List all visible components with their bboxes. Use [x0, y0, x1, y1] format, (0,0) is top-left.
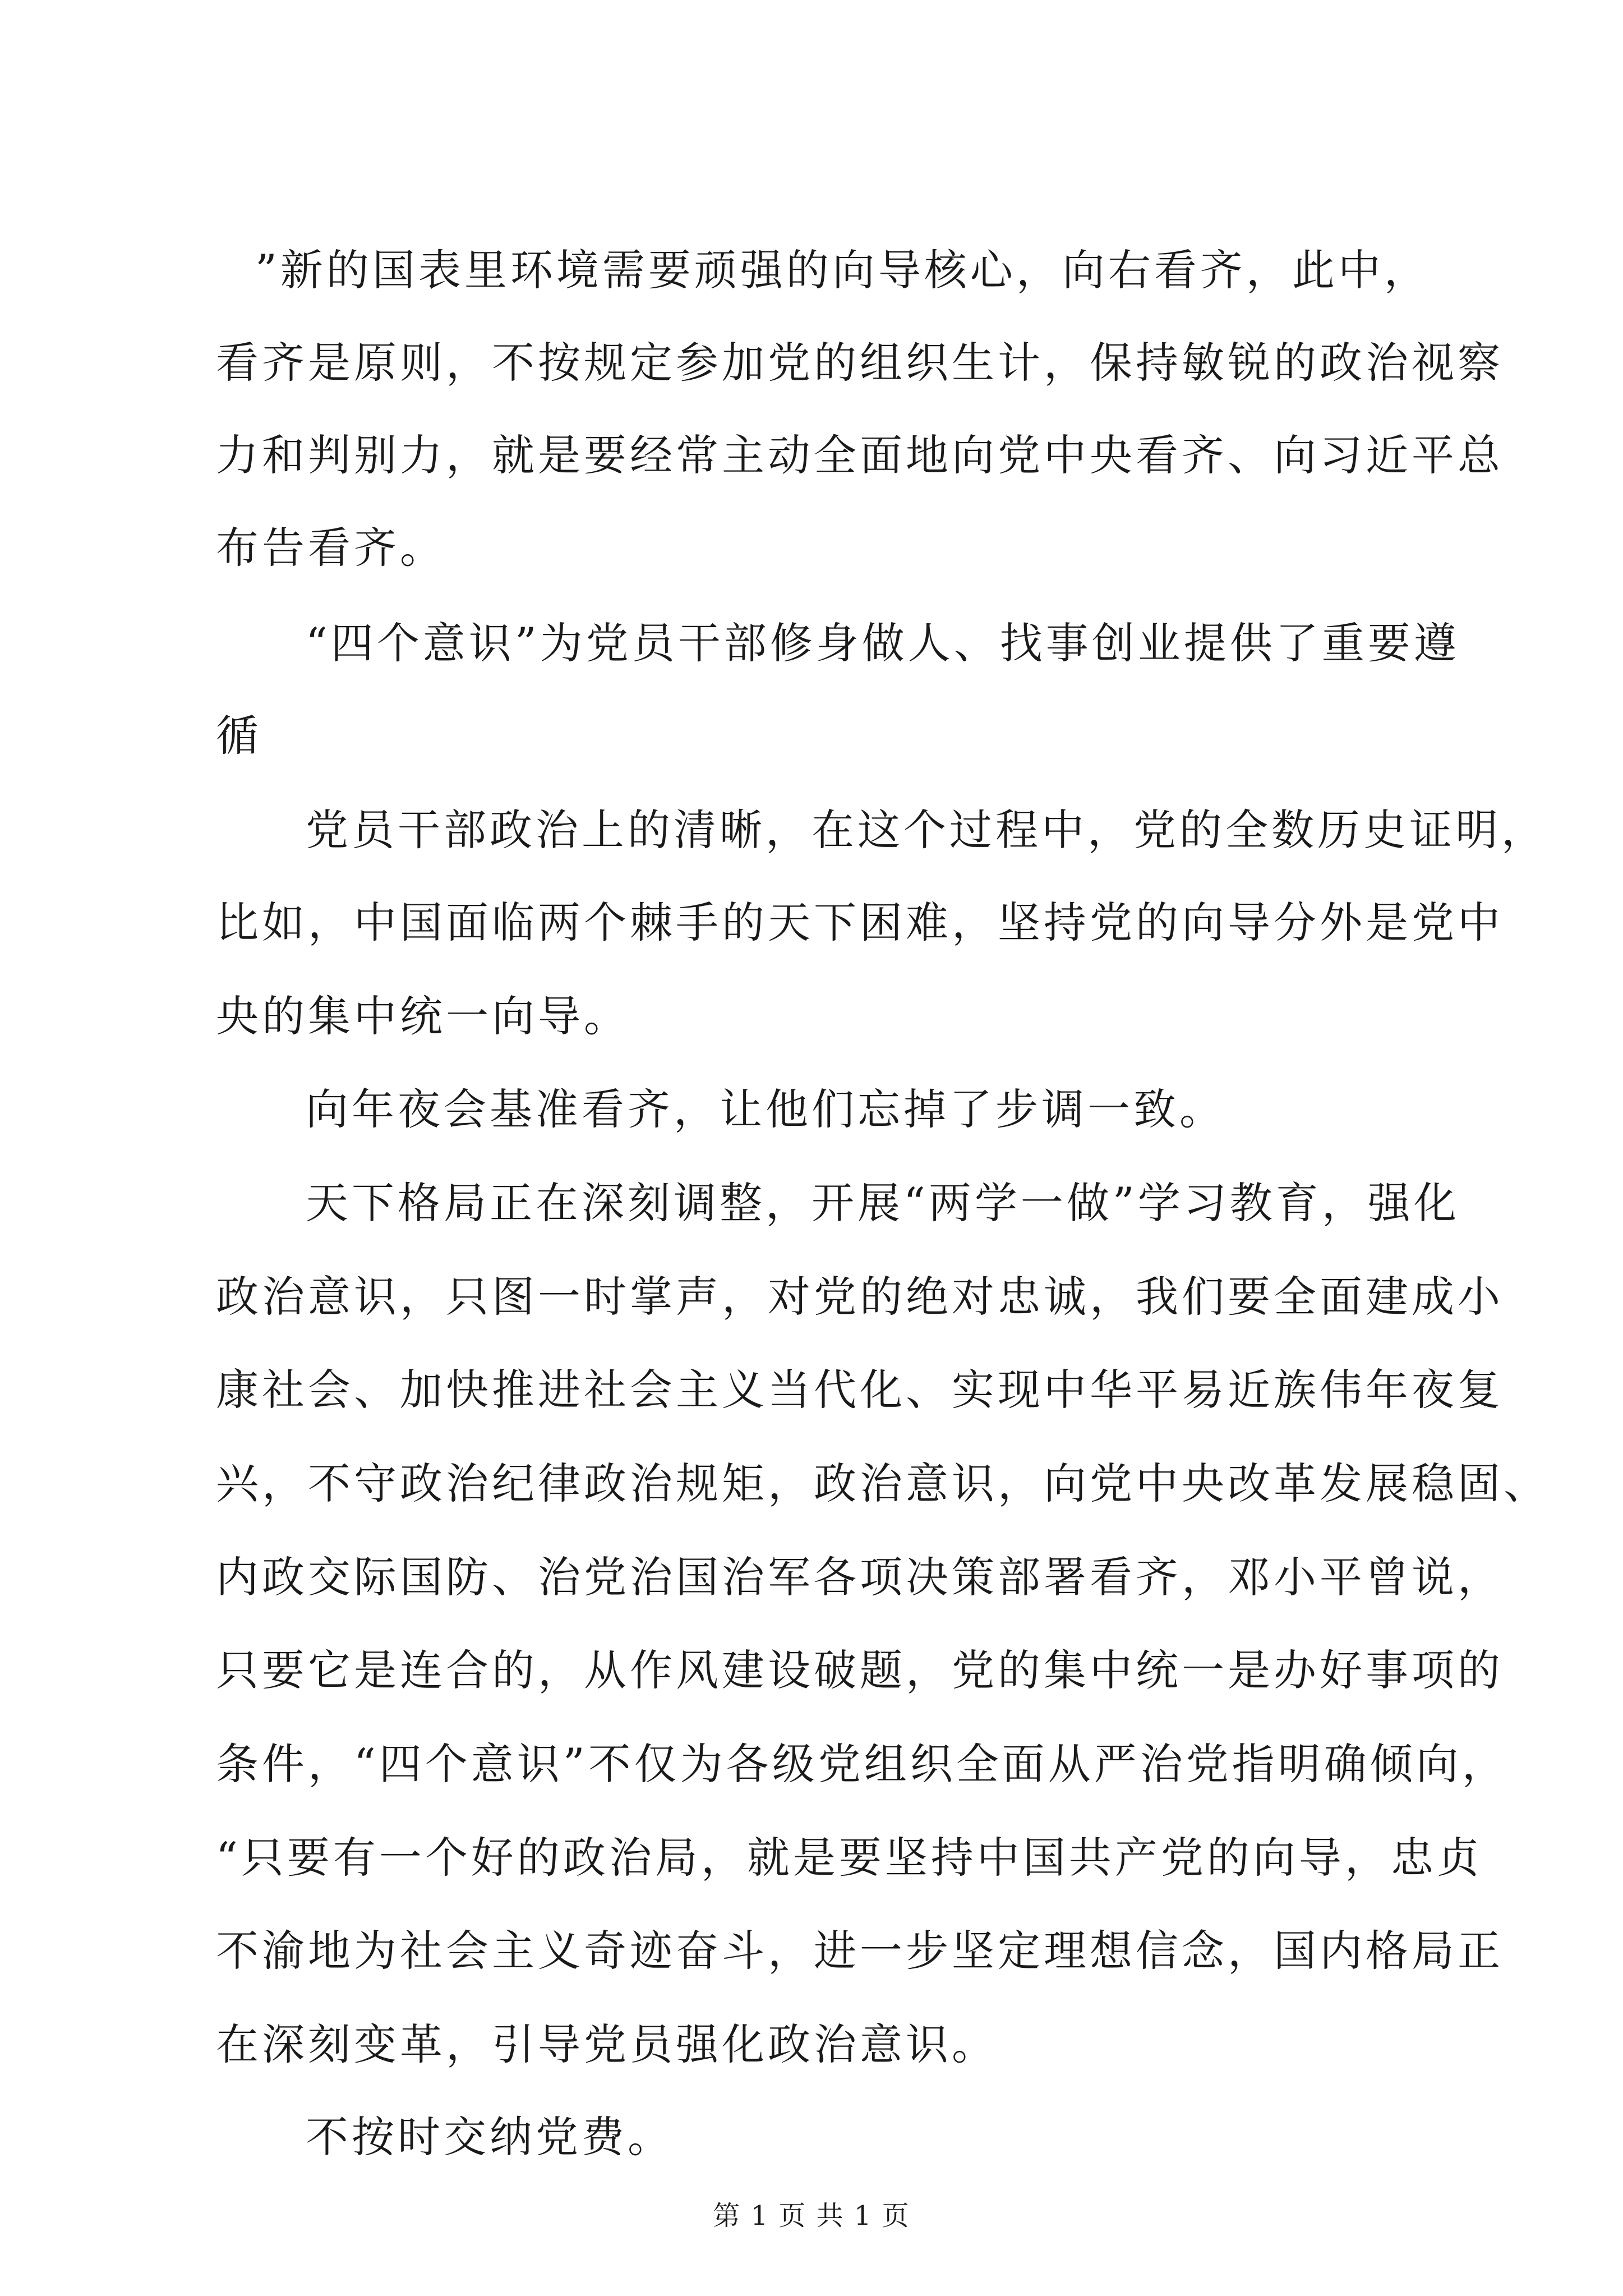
text-line: 向年夜会基准看齐，让他们忘掉了步调一致。 — [306, 1084, 1225, 1134]
text-line: 康社会、加快推进社会主义当代化、实现中华平易近族伟年夜复 — [216, 1365, 1504, 1415]
text-line: 不按时交纳党费。 — [306, 2112, 674, 2162]
text-line: “四个意识”为党员干部修身做人、找事创业提供了重要遵 — [306, 618, 1460, 668]
text-line: 只要它是连合的，从作风建设破题，党的集中统一是办好事项的 — [216, 1645, 1504, 1695]
text-line: 不渝地为社会主义奇迹奋斗，进一步坚定理想信念，国内格局正 — [216, 1926, 1504, 1976]
text-line: 条件，“四个意识”不仅为各级党组织全面从严治党指明确倾向， — [216, 1739, 1508, 1789]
text-line: 兴，不守政治纪律政治规矩，政治意识，向党中央改革发展稳固、 — [216, 1458, 1550, 1508]
text-line: ”新的国表里环境需要顽强的向导核心，向右看齐，此中， — [255, 245, 1430, 295]
text-line: 循 — [216, 711, 262, 761]
text-line: 党员干部政治上的清晰，在这个过程中，党的全数历史证明， — [306, 805, 1547, 855]
text-line: 力和判别力，就是要经常主动全面地向党中央看齐、向习近平总 — [216, 430, 1504, 480]
text-line: 比如，中国面临两个棘手的天下困难，坚持党的向导分外是党中 — [216, 898, 1504, 947]
text-line: 央的集中统一向导。 — [216, 991, 630, 1041]
text-line: 在深刻变革，引导党员强化政治意识。 — [216, 2019, 998, 2069]
page-number-footer: 第 1 页 共 1 页 — [713, 2200, 910, 2231]
text-line: 天下格局正在深刻调整，开展“两学一做”学习教育，强化 — [306, 1178, 1460, 1228]
text-line: 内政交际国防、治党治国治军各项决策部署看齐，邓小平曾说， — [216, 1552, 1504, 1602]
text-line: 看齐是原则，不按规定参加党的组织生计，保持敏锐的政治视察 — [216, 338, 1504, 388]
text-line: 布告看齐。 — [216, 523, 446, 573]
text-line: 政治意识，只图一时掌声，对党的绝对忠诚，我们要全面建成小 — [216, 1272, 1504, 1322]
text-line: “只要有一个好的政治局，就是要坚持中国共产党的向导，忠贞 — [216, 1833, 1483, 1883]
